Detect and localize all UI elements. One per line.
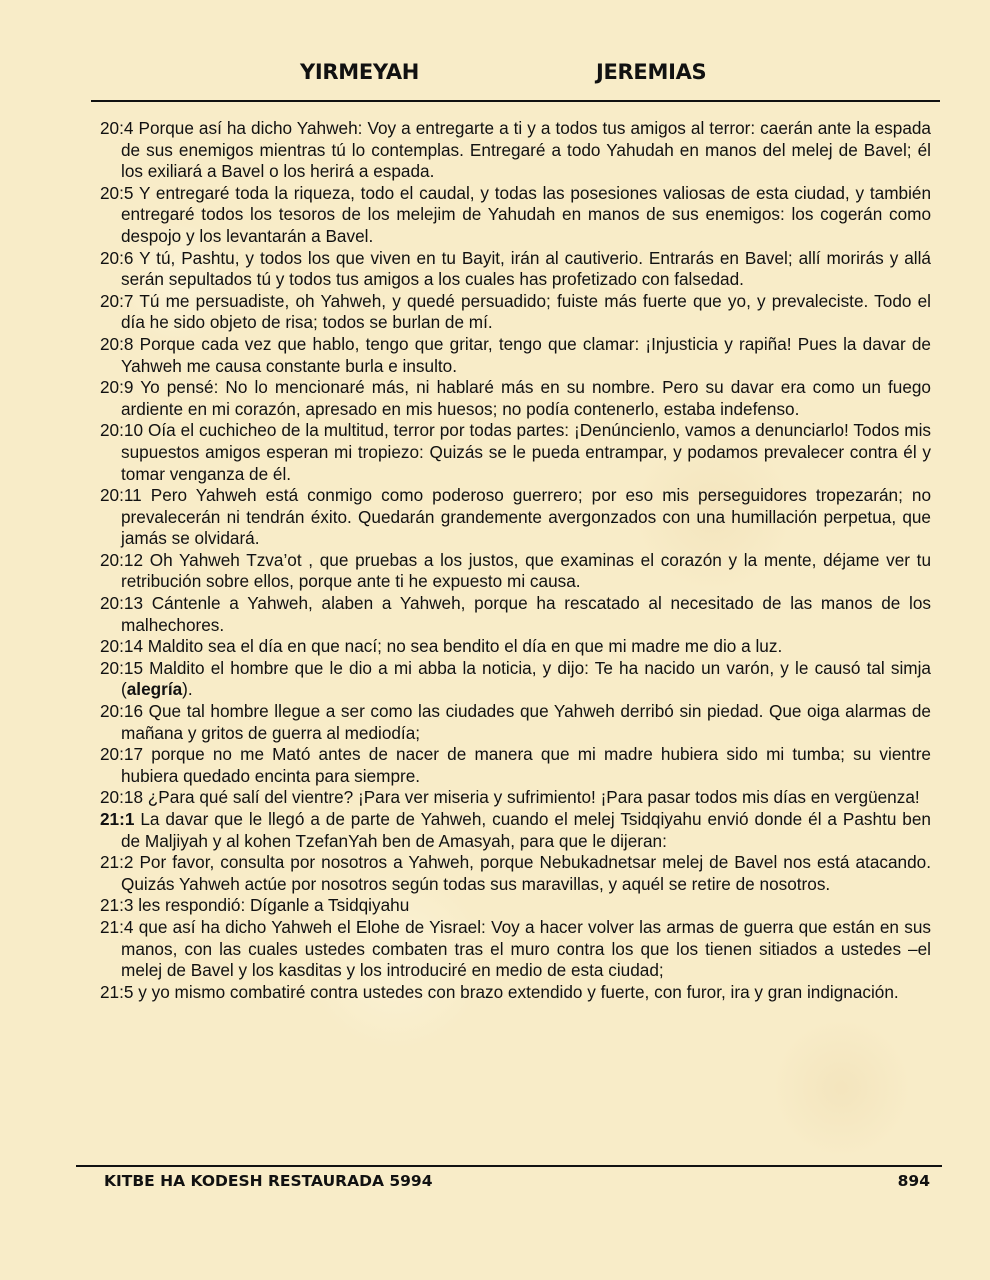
verse-text: Y tú, Pashtu, y todos los que viven en tu Bayit, irán al cautiverio. Entrarás en Bavel; allí morirás y allá serán sepultados tú y todos tus amigos a los cuales has profetizado con falsedad. — [121, 247, 931, 290]
verse-ref: 20:10 — [100, 420, 144, 441]
verse-20-7 — [100, 291, 931, 334]
verse-ref: 20:5 — [100, 182, 134, 203]
verse-20-18 — [100, 787, 931, 809]
verse-ref: 21:5 — [100, 981, 134, 1002]
verse-ref: 20:13 — [100, 593, 144, 614]
footer-rule — [76, 1165, 942, 1167]
verse-21-5 — [100, 982, 931, 1004]
verse-21-1 — [100, 809, 931, 852]
verse-21-2 — [100, 852, 931, 895]
verse-text: Y entregaré toda la riqueza, todo el caudal, y todas las posesiones valiosas de esta ciudad, y también entregaré todos los tesoros de los melejim de Yahudah en manos de sus enemigos: los cogerán como despojo y los levantarán a Bavel. — [121, 182, 932, 246]
verse-20-8 — [100, 334, 931, 377]
verse-text: Porque así ha dicho Yahweh: Voy a entregarte a ti y a todos tus amigos al terror: caerán ante la espada de sus enemigos mientras tú lo contemplas. Entregaré a todo Yahudah en manos del melej de Bavel; él los exiliará a Bavel o los herirá a espada. — [121, 118, 931, 182]
header-title-spanish: JEREMIAS — [596, 60, 707, 84]
verse-text: Maldito sea el día en que nací; no sea bendito el día en que mi madre me dio a luz. — [147, 636, 783, 657]
verse-ref: 20:14 — [100, 636, 144, 657]
verse-20-5 — [100, 183, 931, 248]
verse-text: Porque cada vez que hablo, tengo que gritar, tengo que clamar: ¡Injusticia y rapiña! Pues la davar de Yahweh me causa constante burla e insulto. — [121, 333, 931, 376]
verse-text: Oía el cuchicheo de la multitud, terror por todas partes: ¡Denúncienlo, vamos a denunciarlo! Todos mis supuestos amigos esperan mi tropiezo: Quizás se le pueda entrampar, y podamos prevalecer contra él y tomar venganza de él. — [121, 420, 931, 484]
verse-20-14 — [100, 636, 931, 658]
verse-emphasis: alegría — [126, 679, 183, 700]
verse-ref: 20:8 — [100, 333, 134, 354]
verse-ref: 20:12 — [100, 549, 144, 570]
verse-20-4 — [100, 118, 931, 183]
verse-text: ¿Para qué salí del vientre? ¡Para ver miseria y sufrimiento! ¡Para pasar todos mis días en vergüenza! — [147, 787, 920, 808]
verse-ref: 20:6 — [100, 247, 134, 268]
header-title-hebrew: YIRMEYAH — [300, 60, 420, 84]
verse-text: Pero Yahweh está conmigo como poderoso guerrero; por eso mis perseguidores tropezarán; no prevalecerán ni tendrán éxito. Quedarán grandemente avergonzados con una humillación perpetua, que jamás se olvidará. — [121, 485, 932, 549]
verse-text: Yo pensé: No lo mencionaré más, ni hablaré más en su nombre. Pero su davar era como un fuego ardiente en mi corazón, apresado en mis huesos; no podía contenerlo, estaba indefenso. — [121, 377, 931, 419]
verse-ref: 20:17 — [100, 744, 144, 765]
verse-20-17 — [100, 744, 931, 787]
verse-text: les respondió: Díganle a Tsidqiyahu — [138, 895, 410, 916]
verse-20-9 — [100, 377, 931, 420]
scripture-body — [100, 118, 931, 1003]
verse-20-11 — [100, 485, 931, 550]
verse-20-13 — [100, 593, 931, 636]
verse-20-12 — [100, 550, 931, 593]
verse-20-6 — [100, 248, 931, 291]
verse-ref: 20:15 — [100, 657, 144, 678]
verse-20-10 — [100, 420, 931, 485]
verse-text: Por favor, consulta por nosotros a Yahweh, porque Nebukadnetsar melej de Bavel nos está atacando. Quizás Yahweh actúe por nosotros según todas sus maravillas, y aquél se retire de nosotros. — [121, 852, 931, 894]
verse-ref: 20:4 — [100, 118, 134, 138]
verse-ref: 20:18 — [100, 787, 144, 808]
verse-text: y yo mismo combatiré contra ustedes con brazo extendido y fuerte, con furor, ira y gran indignación. — [138, 981, 899, 1002]
verse-ref: 21:2 — [100, 852, 134, 873]
chapter-verse-ref: 21:1 — [100, 809, 135, 829]
verse-text: Que tal hombre llegue a ser como las ciudades que Yahweh derribó sin piedad. Que oiga alarmas de mañana y gritos de guerra al mediodía; — [121, 701, 931, 743]
verse-text-after: ). — [182, 679, 193, 700]
verse-ref: 20:7 — [100, 290, 134, 311]
verse-ref: 20:9 — [100, 377, 134, 398]
verse-text: Cántenle a Yahweh, alaben a Yahweh, porque ha rescatado al necesitado de las manos de los malhechores. — [121, 593, 931, 635]
verse-ref: 21:3 — [100, 895, 134, 916]
verse-text: Maldito el hombre que le dio a mi abba la noticia, y dijo: Te ha nacido un varón, y le causó tal simja ( — [121, 657, 931, 700]
verse-20-15 — [100, 658, 931, 701]
verse-20-16 — [100, 701, 931, 744]
verse-text: que así ha dicho Yahweh el Elohe de Yisrael: Voy a hacer volver las armas de guerra que están en sus manos, con las cuales ustedes combaten tras el muro contra los que los tienen sitiados a ustedes –el melej de Bavel y los kasditas y los introduciré en medio de esta ciudad; — [121, 916, 931, 981]
header-rule — [91, 100, 940, 102]
verse-21-3 — [100, 895, 931, 917]
verse-ref: 20:16 — [100, 701, 144, 722]
verse-text: Tú me persuadiste, oh Yahweh, y quedé persuadido; fuiste más fuerte que yo, y prevaleciste. Todo el día he sido objeto de risa; todos se burlan de mí. — [121, 290, 931, 333]
verse-text: porque no me Mató antes de nacer de manera que mi madre hubiera sido mi tumba; su vientre hubiera quedado encinta para siempre. — [121, 744, 931, 786]
running-header — [0, 56, 990, 96]
verse-text: La davar que le llegó a de parte de Yahweh, cuando el melej Tsidqiyahu envió donde él a Pashtu ben de Maljiyah y al kohen TzefanYah ben de Amasyah, para que le dijeran: — [121, 809, 931, 851]
verse-ref: 21:4 — [100, 916, 134, 937]
footer-book-title: KITBE HA KODESH RESTAURADA 5994 — [104, 1172, 433, 1190]
verse-21-4 — [100, 917, 931, 982]
verse-text: Oh Yahweh Tzva’ot , que pruebas a los justos, que examinas el corazón y la mente, déjame ver tu retribución sobre ellos, porque ante ti he expuesto mi causa. — [121, 549, 932, 592]
page-number: 894 — [897, 1172, 930, 1190]
verse-ref: 20:11 — [100, 485, 142, 506]
